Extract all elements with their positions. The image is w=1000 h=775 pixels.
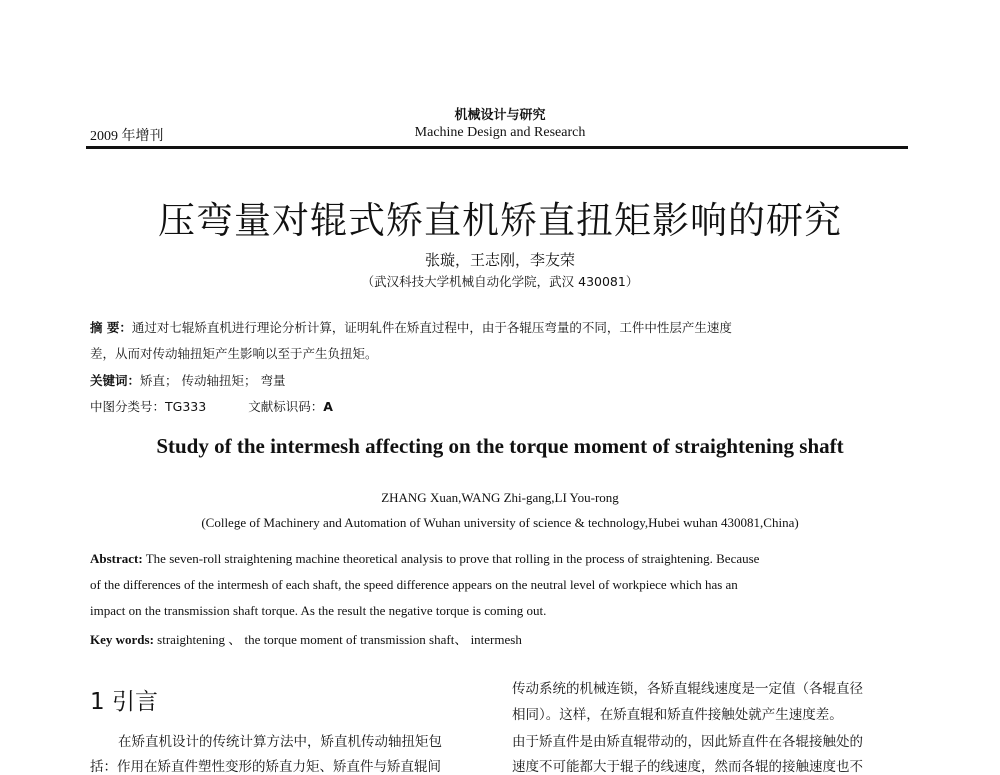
abstract-en-line1	[90, 551, 759, 567]
header-rule	[86, 146, 908, 149]
body-right-line2: 相同）。这样，在矫直辊和矫直件接触处就产生速度差。	[512, 707, 843, 723]
section-heading: 1 引言	[90, 689, 158, 715]
abstract-cn-line1	[90, 318, 732, 336]
authors-en: ZHANG Xuan,WANG Zhi-gang,LI You-rong	[381, 490, 619, 505]
affiliation-cn: （武汉科技大学机械自动化学院，武汉 430081）	[361, 274, 639, 289]
keywords-en-label: Key words:	[90, 632, 154, 647]
paper-title-en: Study of the intermesh affecting on the torque moment of straightening shaft	[156, 434, 844, 458]
journal-name-en: Machine Design and Research	[414, 125, 586, 140]
body-left-line2: 括：作用在矫直件塑性变形的矫直力矩、矫直件与矫直辊间	[90, 759, 441, 775]
keywords-cn	[90, 371, 285, 389]
body-right-line4: 速度不可能都大于辊子的线速度，然而各辊的接触速度也不	[512, 759, 863, 775]
classification-value: TG333	[165, 399, 207, 414]
abstract-en-line3: impact on the transmission shaft torque. As the result the negative torque is coming out.	[90, 603, 547, 618]
body-right-line1: 传动系统的机械连锁，各矫直辊线速度是一定值（各辊直径	[512, 681, 863, 697]
body-left-line1: 在矫直机设计的传统计算方法中，矫直机传动轴扭矩包	[118, 734, 442, 750]
keywords-en-value: straightening 、 the torque moment of transmission shaft、 intermesh	[153, 632, 522, 647]
classification-label: 中图分类号：	[90, 399, 166, 414]
authors-cn: 张璇，王志刚，李友荣	[424, 251, 575, 269]
keywords-cn-value: 矫直； 传动轴扭矩； 弯量	[140, 373, 286, 388]
abstract-en-line2: of the differences of the intermesh of each shaft, the speed difference appears on the neutral level of workpiece which has an	[90, 577, 738, 592]
abstract-cn-label: 摘 要：	[90, 320, 132, 335]
abstract-en-label: Abstract:	[90, 551, 143, 566]
abstract-cn-text: 通过对七辊矫直机进行理论分析计算，证明轧件在矫直过程中，由于各辊压弯量的不同，工件中性层产生速度	[131, 320, 732, 335]
affiliation-en: (College of Machinery and Automation of Wuhan university of science & technology,Hubei wuhan 430081,China)	[201, 515, 799, 530]
doc-code-value: A	[323, 399, 333, 414]
doc-code-label: 文献标识码：	[248, 399, 324, 414]
journal-name-cn: 机械设计与研究	[454, 107, 546, 122]
classification	[90, 397, 333, 415]
paper-title-cn: 压弯量对辊式矫直机矫直扭矩影响的研究	[158, 199, 842, 242]
keywords-cn-label: 关键词：	[90, 373, 141, 388]
abstract-en-text: The seven-roll straightening machine theoretical analysis to prove that rolling in the process of straightening. Because	[142, 551, 760, 566]
abstract-cn-line2: 差，从而对传动轴扭矩产生影响以至于产生负扭矩。	[90, 346, 378, 361]
keywords-en	[90, 629, 522, 648]
body-right-line3: 由于矫直件是由矫直辊带动的，因此矫直件在各辊接触处的	[512, 734, 863, 750]
issue-label: 2009 年增刊	[90, 129, 164, 144]
